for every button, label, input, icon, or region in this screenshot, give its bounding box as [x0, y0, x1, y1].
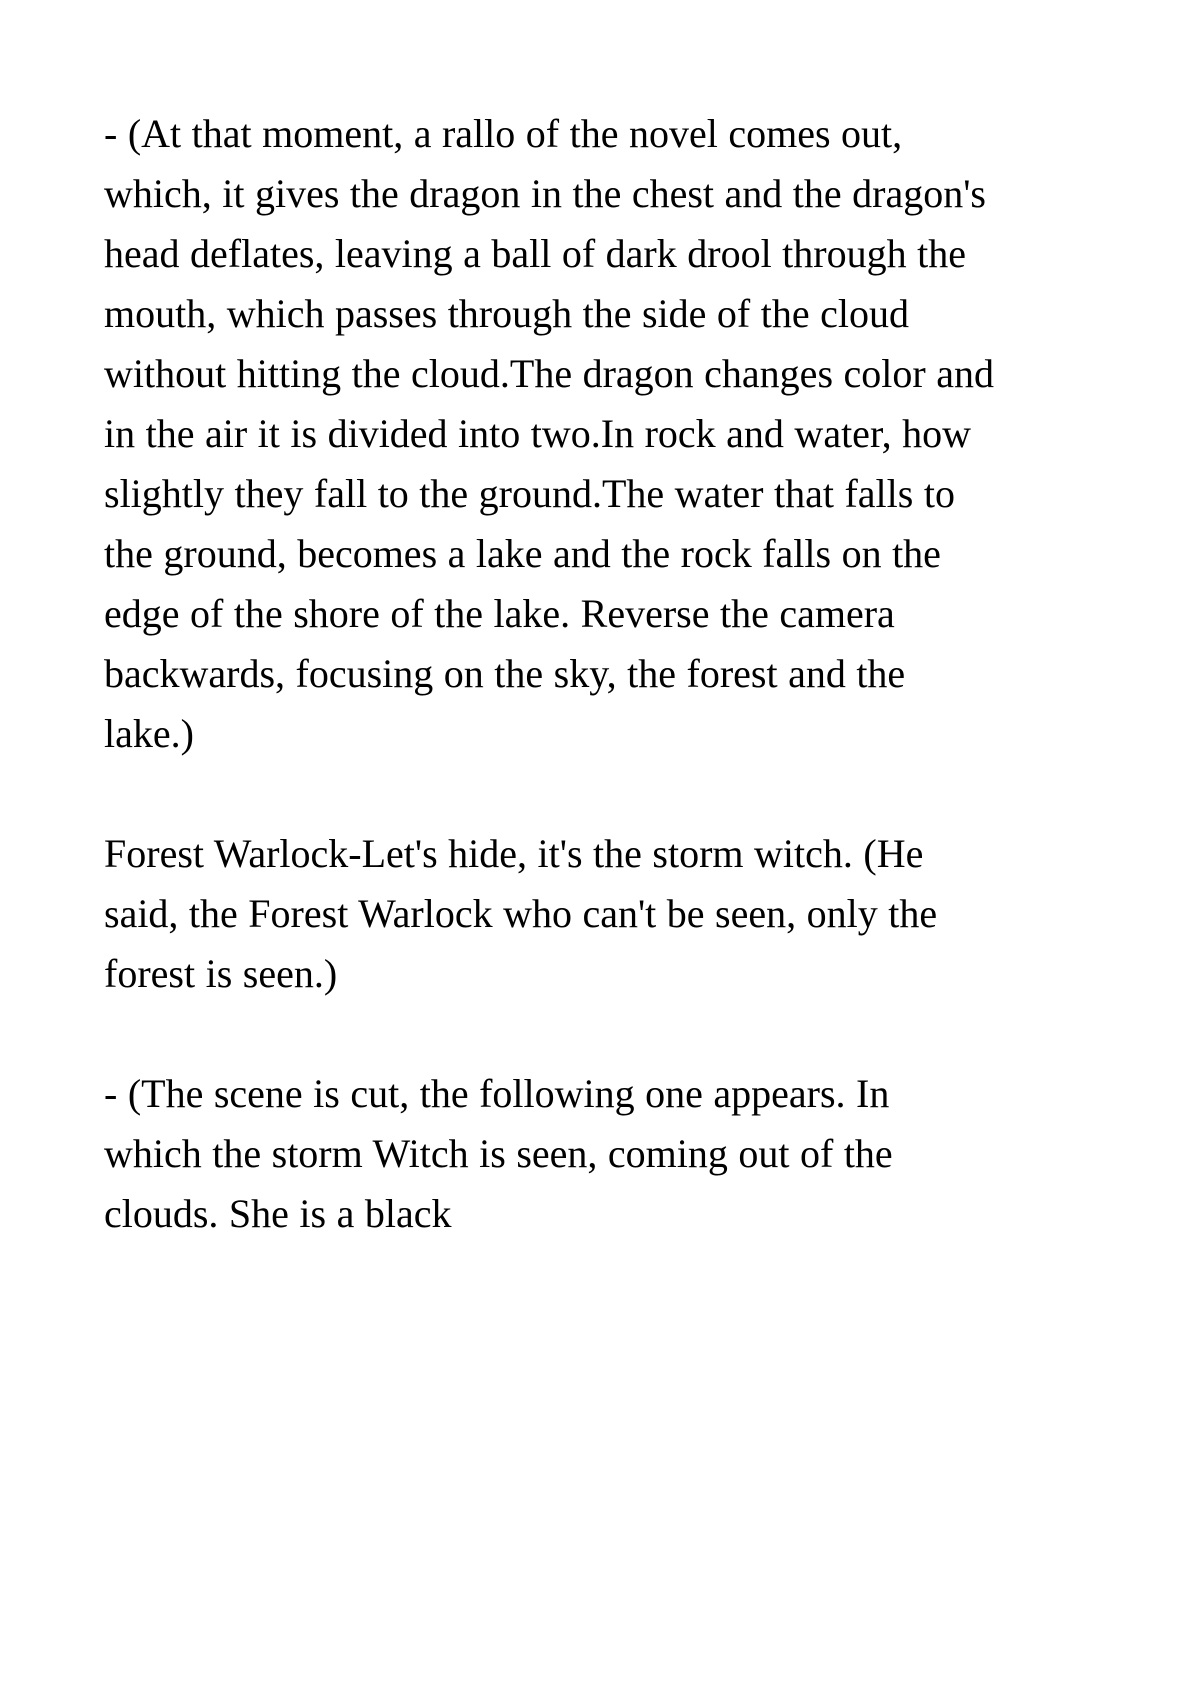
document-text-column	[104, 104, 994, 1244]
paragraph-forest-warlock-dialogue: Forest Warlock-Let's hide, it's the storm witch. (He said, the Forest Warlock who can't be seen, only the forest is seen.)	[104, 831, 938, 996]
paragraph-scene-direction-storm-witch: - (The scene is cut, the following one appears. In which the storm Witch is seen, coming out of the clouds. She is a black	[104, 1071, 893, 1236]
paragraph-scene-direction-dragon: - (At that moment, a rallo of the novel comes out, which, it gives the dragon in the chest and the dragon's head deflates, leaving a ball of dark drool through the mouth, which passes through the side of the cloud without hitting the cloud.The dragon changes color and in the air it is divided into two.In rock and water, how slightly they fall to the ground.The water that falls to the ground, becomes a lake and the rock falls on the edge of the shore of the lake. Reverse the camera backwards, focusing on the sky, the forest and the lake.)	[104, 111, 994, 756]
